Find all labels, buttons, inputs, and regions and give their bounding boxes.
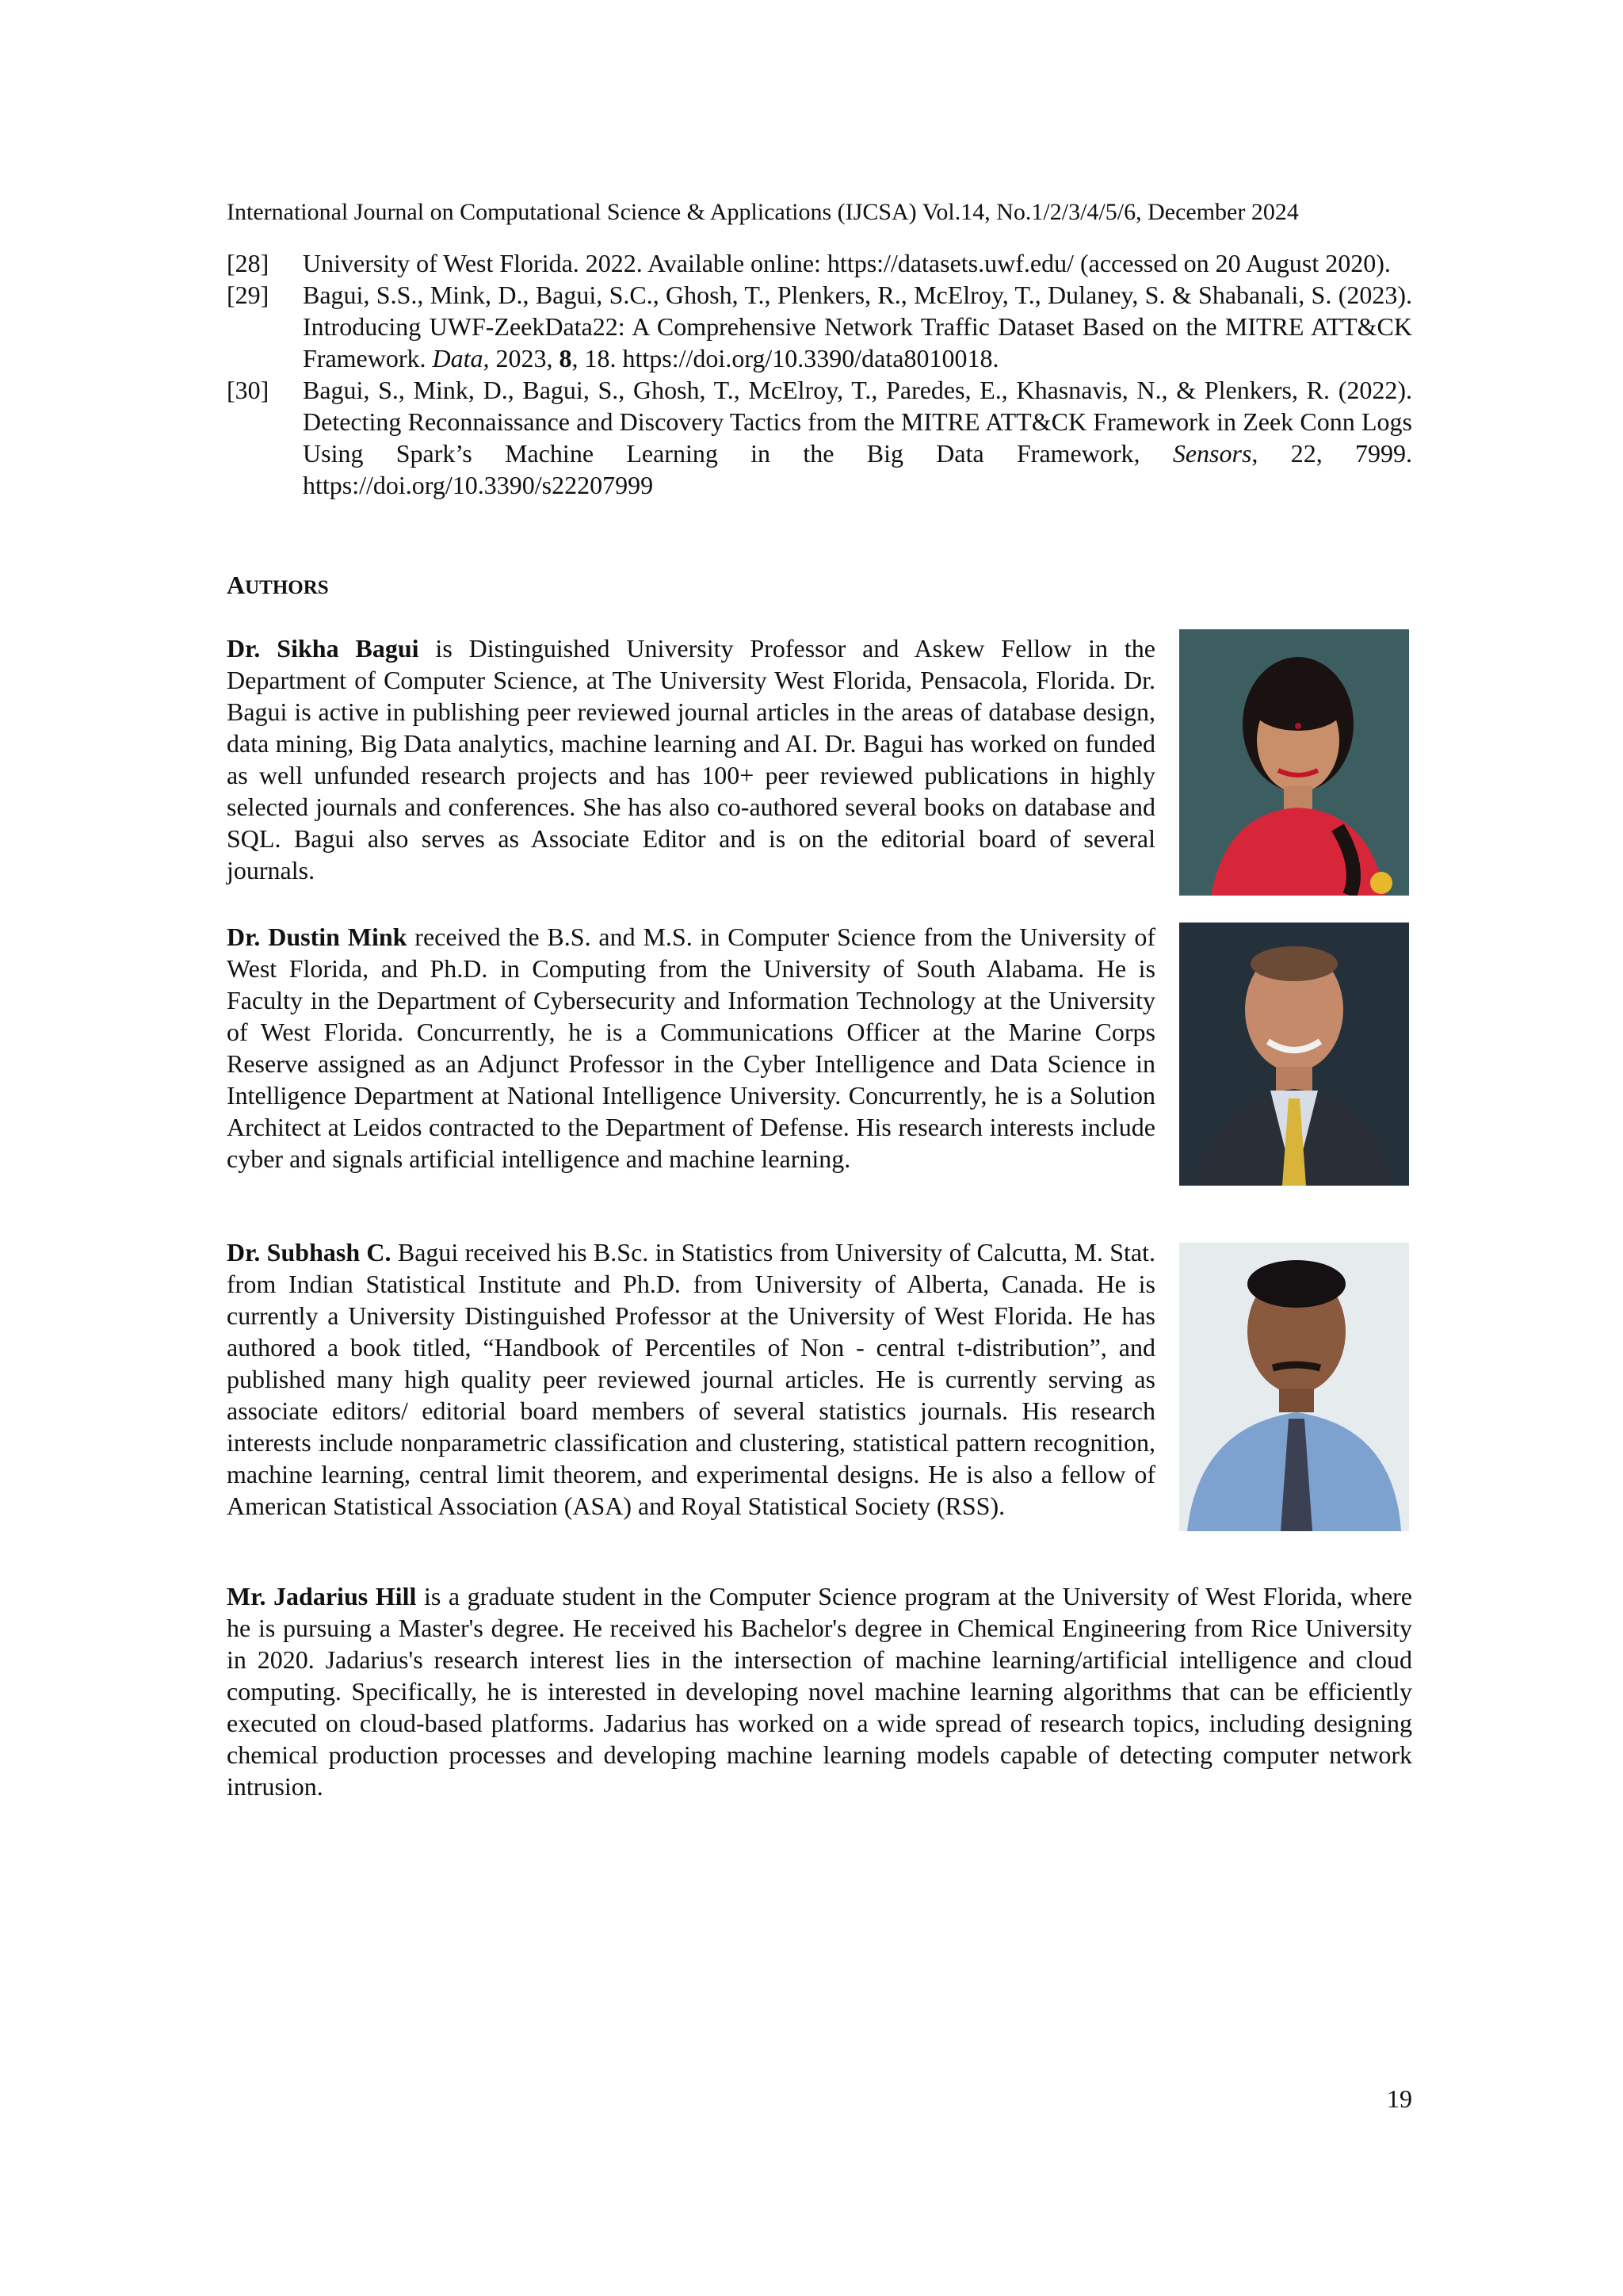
reference-doi: , 18. https://doi.org/10.3390/data8010018. <box>571 344 999 372</box>
reference-text: University of West Florida. 2022. Available online: https://datasets.uwf.edu/ (accessed on 20 August 2020). <box>303 249 1391 277</box>
reference-year: 2023, <box>489 344 559 372</box>
author-name: Dr. Dustin Mink <box>227 923 407 951</box>
author-bio-jadarius-hill <box>227 1580 1412 1802</box>
author-bio-subhash-bagui <box>227 1236 1155 1522</box>
author-bio-text: is Distinguished University Professor and Askew Fellow in the Department of Computer Science, at The University West Florida, Pensacola, Florida. Dr. Bagui is active in publishing peer reviewed journal articles in the areas of database design, data mining, Big Data analytics, machine learning and AI. Dr. Bagui has worked on funded as well unfunded research projects and has 100+ peer reviewed publications in highly selected journals and conferences. She has also co-authored several books on database and SQL. Bagui also serves as Associate Editor and is on the editorial board of several journals. <box>227 634 1156 884</box>
author-bio-sikha-bagui <box>227 632 1155 886</box>
author-photo-sikha-bagui <box>1179 629 1409 896</box>
reference-journal: Sensors <box>1172 439 1252 468</box>
author-bio-text: is a graduate student in the Computer Science program at the University of West Florida, where he is pursuing a Master's degree. He received his Bachelor's degree in Chemical Engineering from Rice University in 2020. Jadarius's research interest lies in the intersection of machine learning/artificial intelligence and cloud computing. Specifically, he is interested in developing novel machine learning algorithms that can be efficiently executed on cloud-based platforms. Jadarius has worked on a wide spread of research topics, including designing chemical production processes and developing machine learning models capable of detecting computer network intrusion. <box>227 1582 1413 1801</box>
author-bio-dustin-mink <box>227 921 1155 1175</box>
reference-text <box>303 374 1412 501</box>
reference-number: [30] <box>227 376 269 404</box>
author-photo-subhash-bagui <box>1179 1243 1409 1531</box>
author-photo-dustin-mink <box>1179 923 1409 1186</box>
authors-heading <box>227 569 329 604</box>
reference-list <box>227 247 1412 501</box>
author-name: Dr. Subhash C. <box>227 1238 391 1266</box>
reference-body: Bagui, S., Mink, D., Bagui, S., Ghosh, T., McElroy, T., Paredes, E., Khasnavis, N., & Plenkers, R. (2022). Detecting Reconnaissance and Discovery Tactics from the MITRE ATT&CK Framework in Zeek Conn Logs Using Spark’s Machine Learning in the Big Data Framework, <box>303 376 1412 468</box>
running-header: International Journal on Computational Science & Applications (IJCSA) Vol.14, No.1/2/3/4/5/6, December 2024 <box>227 199 1299 225</box>
reference-number: [29] <box>227 281 269 309</box>
authors-heading-initial: A <box>227 571 246 599</box>
reference-item <box>227 247 1412 279</box>
author-bio-text: received the B.S. and M.S. in Computer Science from the University of West Florida, and Ph.D. in Computing from the University of South Alabama. He is Faculty in the Department of Cybersecurity and Information Technology at the University of West Florida. Concurrently, he is a Communications Officer at the Marine Corps Reserve assigned as an Adjunct Professor in the Cyber Intelligence and Data Science in Intelligence Department at National Intelligence University. Concurrently, he is a Solution Architect at Leidos contracted to the Department of Defense. His research interests include cyber and signals artificial intelligence and machine learning. <box>227 923 1156 1173</box>
author-bio-text: Bagui received his B.Sc. in Statistics from University of Calcutta, M. Stat. from Indian Statistical Institute and Ph.D. from University of Alberta, Canada. He is currently a University Distinguished Professor at the University of West Florida. He has authored a book titled, “Handbook of Percentiles of Non - central t-distribution”, and published many high quality peer reviewed journal articles. He is currently serving as associate editors/ editorial board members of several statistics journals. His research interests include nonparametric classification and clustering, statistical pattern recognition, machine learning, central limit theorem, and experimental designs. He is also a fellow of American Statistical Association (ASA) and Royal Statistical Society (RSS). <box>227 1238 1156 1520</box>
page-number: 19 <box>1387 2084 1412 2113</box>
reference-number: [28] <box>227 249 269 277</box>
reference-volume: 8 <box>559 344 572 372</box>
author-name: Mr. Jadarius Hill <box>227 1582 417 1610</box>
reference-body: Bagui, S.S., Mink, D., Bagui, S.C., Ghosh, T., Plenkers, R., McElroy, T., Dulaney, S. & Shabanali, S. (2023). Introducing UWF-ZeekData22: A Comprehensive Network Traffic Dataset Based on the MITRE ATT&CK Framework. <box>303 281 1412 372</box>
reference-item <box>227 374 1412 501</box>
reference-journal: Data, <box>432 344 490 372</box>
reference-text <box>303 279 1412 374</box>
author-name: Dr. Sikha Bagui <box>227 634 419 663</box>
authors-heading-rest: UTHORS <box>245 577 329 598</box>
reference-item <box>227 279 1412 374</box>
reference-doi: , 22, 7999. https://doi.org/10.3390/s22207999 <box>303 439 1413 499</box>
